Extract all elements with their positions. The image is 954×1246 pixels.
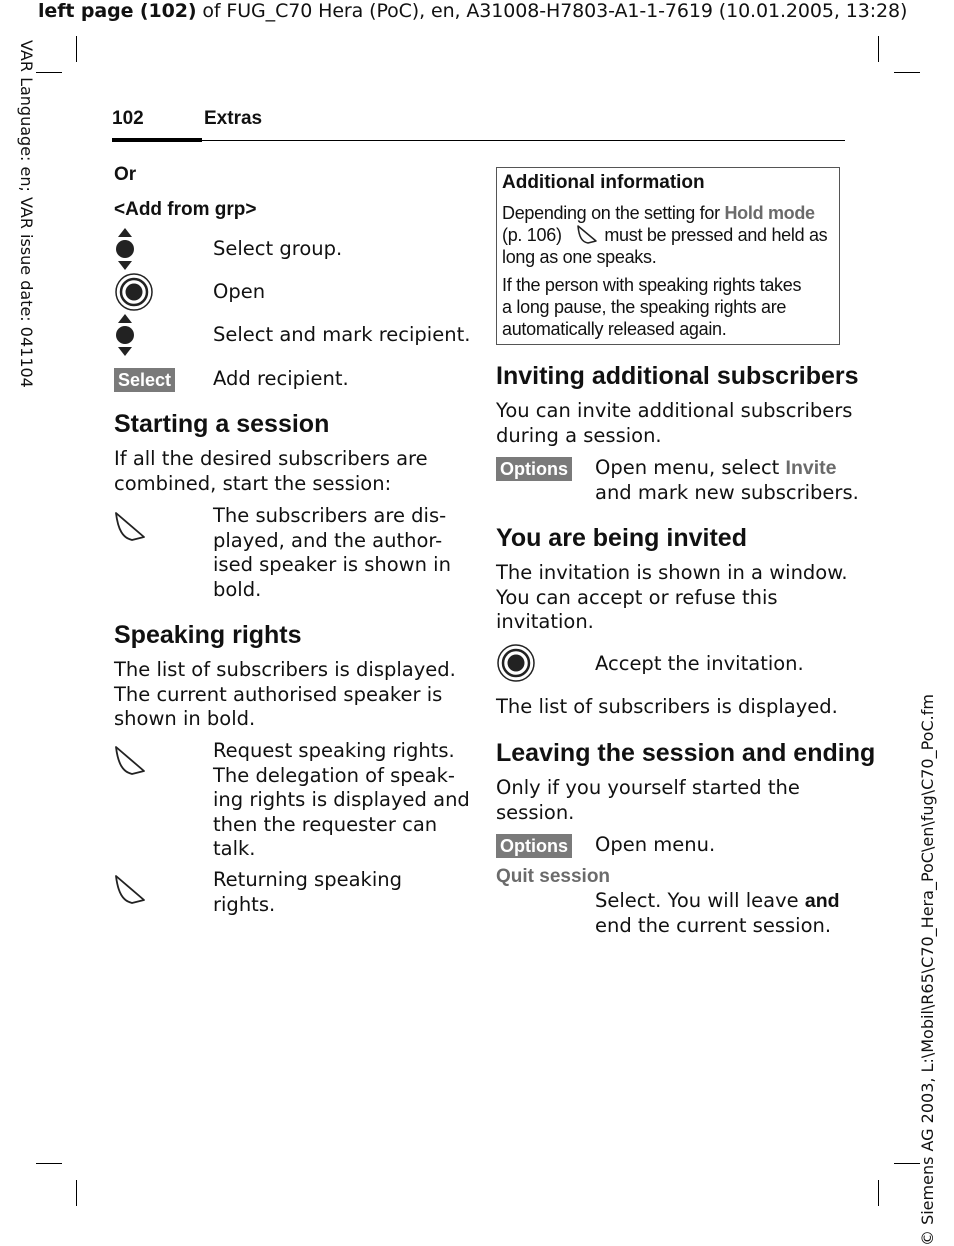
add-from-grp-label: <Add from grp> — [114, 199, 257, 220]
menu-ref-quit-session: Quit session — [496, 866, 611, 887]
crop-mark — [894, 72, 920, 73]
talk-key-icon — [114, 874, 146, 904]
crop-mark — [76, 36, 77, 62]
print-header — [38, 0, 907, 22]
text-line: then the requester can — [213, 812, 438, 836]
bold-word: and — [804, 890, 840, 912]
text-line: Returning speaking — [213, 868, 402, 891]
paragraph — [496, 776, 800, 825]
center-key-icon — [114, 272, 154, 312]
crop-mark — [878, 1180, 879, 1206]
talk-key-icon — [576, 224, 598, 244]
navigation-key-icon — [114, 314, 136, 356]
step-text: Select and mark recipient. — [213, 323, 471, 346]
step-text-block — [213, 504, 451, 602]
heading-starting-session: Starting a session — [114, 410, 330, 438]
center-key-icon — [496, 643, 536, 683]
text-line: ing rights is displayed and — [213, 788, 470, 811]
print-header-rest: of FUG_C70 Hera (PoC), en, A31008-H7803-A1-1-7619 (10.01.2005, 13:28) — [196, 0, 908, 22]
print-header-label: left page (102) — [38, 0, 197, 22]
step-text-block — [595, 456, 859, 505]
heading-inviting-subscribers: Inviting additional subscribers — [496, 362, 859, 390]
options-softkey: Options — [496, 457, 572, 481]
side-left-text: VAR Language: en; VAR issue date: 041104 — [17, 40, 36, 388]
text-span: (p. 106) — [502, 225, 562, 245]
paragraph — [496, 399, 852, 448]
text-line — [502, 224, 842, 246]
text-line: The delegation of speak- — [213, 763, 455, 787]
text-line: The list of subscribers is displayed. — [114, 658, 456, 681]
menu-ref-hold-mode: Hold mode — [724, 203, 815, 223]
info-paragraph — [502, 274, 842, 340]
crop-mark — [878, 36, 879, 62]
text-span: Open menu, select — [595, 456, 786, 479]
step-text: Open — [213, 280, 266, 303]
text-line: invitation. — [496, 610, 594, 633]
text-line: shown in bold. — [114, 707, 256, 730]
page-number: 102 — [112, 108, 144, 129]
header-rule — [112, 140, 845, 141]
heading-leaving-session: Leaving the session and ending — [496, 739, 876, 767]
menu-ref-invite: Invite — [785, 457, 837, 479]
options-softkey: Options — [496, 834, 572, 858]
text-line: ised speaker is shown in — [213, 553, 451, 576]
text-line: end the current session. — [595, 913, 832, 937]
step-text: Add recipient. — [213, 367, 349, 390]
text-span: must be pressed and held as — [599, 225, 828, 245]
talk-key-icon — [114, 745, 146, 775]
text-line — [595, 456, 859, 481]
step-text: Select group. — [213, 237, 343, 260]
text-line: The subscribers are dis- — [213, 504, 447, 527]
heading-speaking-rights: Speaking rights — [114, 621, 302, 649]
text-line: If the person with speaking rights takes — [502, 275, 802, 295]
text-line: automatically released again. — [502, 319, 727, 339]
text-line: bold. — [213, 577, 262, 601]
text-line: rights. — [213, 892, 276, 916]
text-line: combined, start the session: — [114, 471, 392, 495]
step-text: Accept the invitation. — [595, 652, 804, 675]
text-line: You can invite additional subscribers — [496, 399, 853, 422]
text-line: session. — [496, 800, 575, 824]
select-softkey: Select — [114, 368, 175, 392]
step-text-block — [213, 868, 402, 917]
or-label: Or — [114, 164, 137, 185]
crop-mark — [76, 1180, 77, 1206]
info-paragraph — [502, 202, 842, 268]
text-line — [502, 202, 842, 224]
side-info-left — [16, 40, 40, 400]
section-name: Extras — [204, 108, 263, 129]
text-line: and mark new subscribers. — [595, 480, 859, 504]
text-line: If all the desired subscribers are — [114, 447, 428, 470]
text-line: Only if you yourself started the — [496, 776, 800, 799]
paragraph — [114, 658, 456, 732]
text-line: Request speaking rights. — [213, 739, 455, 762]
paragraph — [496, 561, 848, 635]
text-line: The current authorised speaker is — [114, 682, 443, 706]
text-line — [595, 889, 840, 914]
text-line: a long pause, the speaking rights are — [502, 297, 787, 317]
paragraph — [114, 447, 428, 496]
text-line: The invitation is shown in a window. — [496, 561, 848, 584]
heading-being-invited: You are being invited — [496, 524, 747, 552]
text-line: You can accept or refuse this — [496, 585, 778, 609]
additional-info-box — [496, 167, 840, 345]
crop-mark — [894, 1163, 920, 1164]
navigation-key-icon — [114, 228, 136, 270]
text-span: Depending on the setting for — [502, 203, 725, 223]
info-box-title: Additional information — [502, 172, 705, 193]
text-line: long as one speaks. — [502, 247, 657, 267]
text-line: talk. — [213, 837, 256, 860]
talk-key-icon — [114, 511, 146, 541]
crop-mark — [36, 1163, 62, 1164]
step-text: Open menu. — [595, 833, 716, 856]
paragraph: The list of subscribers is displayed. — [496, 695, 838, 718]
step-text-block — [595, 889, 840, 938]
text-line: during a session. — [496, 423, 662, 447]
text-line: played, and the author- — [213, 528, 443, 552]
text-span: Select. You will leave — [595, 889, 805, 912]
step-text-block — [213, 739, 470, 862]
side-right-text: © Siemens AG 2003, L:\Mobil\R65\C70_Hera_PoC\en\fug\C70_PoC.fm — [918, 694, 937, 1246]
